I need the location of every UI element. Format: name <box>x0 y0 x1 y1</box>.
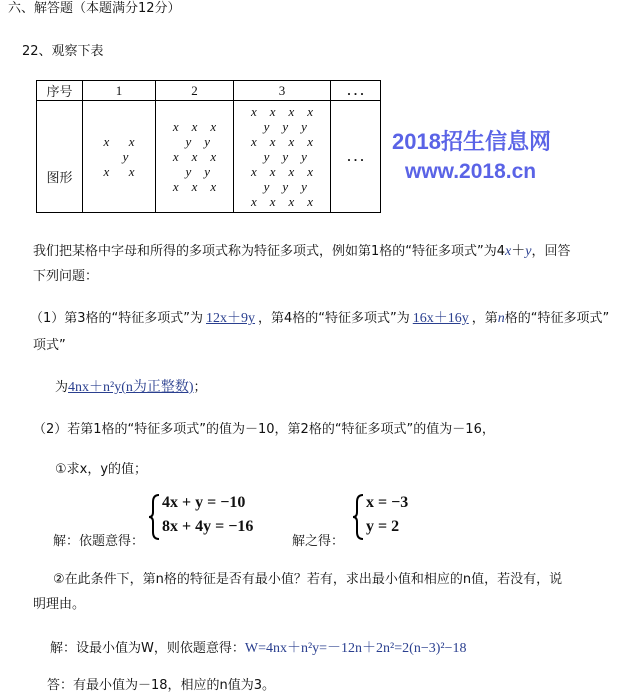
solution-2: 解：设最小值为W，则依题意得：W=4nx＋n²y=－12n＋2n²=2(n−3)²−18 <box>50 641 467 656</box>
solution-1-mid: 解之得： <box>292 534 345 549</box>
answer-2: 16x＋16y <box>412 311 469 326</box>
pattern-table <box>36 80 381 213</box>
result-x: x = −3 <box>366 494 409 511</box>
figure-2: x x x y y x x x y y x x x <box>172 119 217 194</box>
answer-1: 12x＋9y <box>206 311 256 326</box>
header-cell: 2 <box>156 81 234 101</box>
part2-text: （2）若第1格的“特征多项式”的值为－10，第2格的“特征多项式”的值为－16， <box>33 422 495 437</box>
result-y: y = 2 <box>366 518 400 535</box>
row-label: 图形 <box>37 101 83 213</box>
header-cell: . . . <box>331 81 381 101</box>
part1-line-1: （1）第3格的“特征多项式”为 12x＋9y ，第4格的“特征多项式”为 16x＋16y ，第n格的“特征多项式” <box>30 311 610 326</box>
question-number: 22、观察下表 <box>22 44 104 59</box>
sub-question-2-line-2: 明理由。 <box>33 597 86 612</box>
header-cell: 序号 <box>37 81 83 101</box>
part1-line-2: 项式” <box>33 338 66 353</box>
brace-icon <box>148 494 160 540</box>
equation-1: 4x + y = −10 <box>162 494 246 511</box>
brace-icon <box>352 494 364 540</box>
solution-1-label: 解：依题意得： <box>53 534 145 549</box>
watermark-url: www.2018.cn <box>405 160 537 183</box>
header-cell: 1 <box>83 81 156 101</box>
header-cell: 3 <box>234 81 331 101</box>
intro-line-1: 我们把某格中字母和所得的多项式称为特征多项式，例如第1格的“特征多项式”为4x＋y，回答 <box>33 244 571 259</box>
sub-question-1: ①求x，y的值； <box>55 462 148 477</box>
watermark-title: 2018招生信息网 <box>392 129 551 154</box>
figure-3: x x x x y y y x x x x y y y x x x x y y y x x x x <box>250 104 314 209</box>
sub-question-2-line-1: ②在此条件下，第n格的特征是否有最小值？若有，求出最小值和相应的n值，若没有，说 <box>53 572 563 587</box>
solution-2-formula: W=4nx＋n²y=－12n＋2n²=2(n−3)²−18 <box>244 641 467 656</box>
final-answer: 答：有最小值为－18，相应的n值为3。 <box>47 678 276 693</box>
answer-3: 4nx＋n²y(n为正整数) <box>68 380 194 395</box>
figure-more: . . . <box>331 101 381 213</box>
intro-line-2: 下列问题： <box>33 269 99 284</box>
section-title: 六、解答题（本题满分12分） <box>8 1 181 16</box>
part1-line-3: 为4nx＋n²y(n为正整数)； <box>55 380 207 395</box>
equation-2: 8x + 4y = −16 <box>162 518 254 535</box>
figure-1: x x y x x <box>103 134 135 179</box>
